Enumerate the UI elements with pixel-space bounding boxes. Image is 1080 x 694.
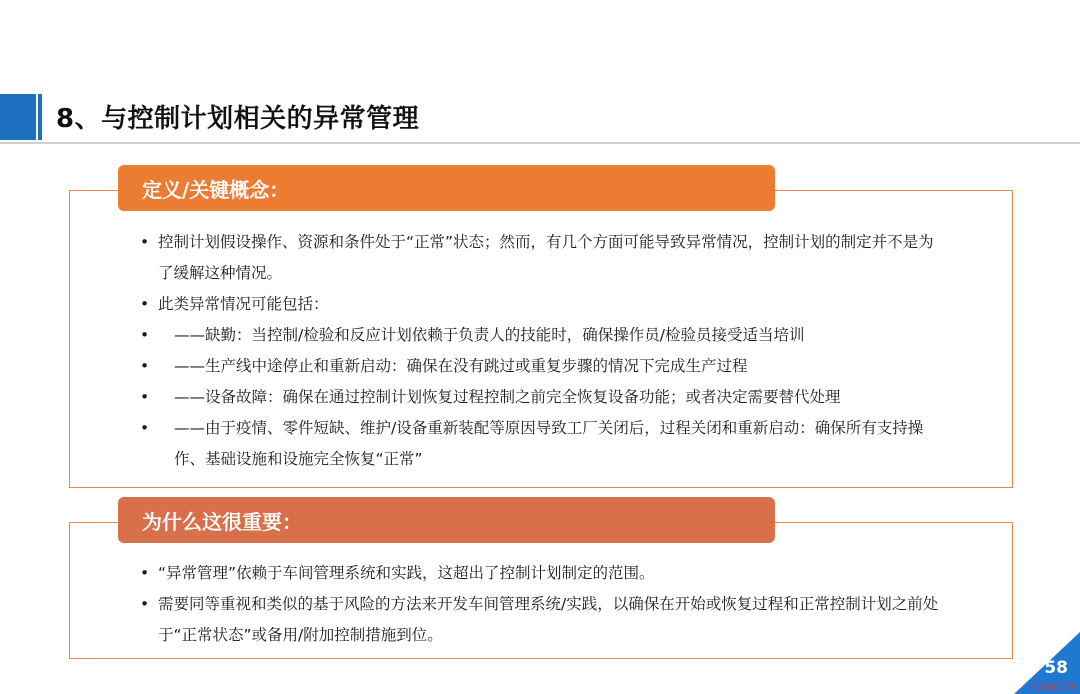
list-item xyxy=(140,382,940,413)
page-number: 58 xyxy=(1044,658,1068,678)
bullet-text: ——生产线中途停止和重新启动：确保在没有跳过或重复步骤的情况下完成生产过程 xyxy=(174,357,748,375)
bullet-marker: • xyxy=(140,295,150,313)
title-accent-block xyxy=(0,94,36,140)
list-item xyxy=(140,227,940,289)
bullet-marker: • xyxy=(140,595,150,613)
bullet-text: 需要同等重视和类似的基于风险的方法来开发车间管理系统/实践，以确保在开始或恢复过程和正常控制计划之前处于“正常状态”或备用/附加控制措施到位。 xyxy=(158,595,939,644)
title-divider xyxy=(0,142,1080,144)
bullet-text: ——设备故障：确保在通过控制计划恢复过程控制之前完全恢复设备功能；或者决定需要替代处理 xyxy=(174,388,841,406)
bullet-text: “异常管理”依赖于车间管理系统和实践，这超出了控制计划制定的范围。 xyxy=(158,564,655,582)
bullet-text: ——缺勤：当控制/检验和反应计划依赖于负责人的技能时，确保操作员/检验员接受适当培训 xyxy=(174,326,805,344)
definition-header: 定义/关键概念： xyxy=(118,165,775,211)
bullet-marker: • xyxy=(140,326,150,344)
title-bar xyxy=(0,94,1080,144)
list-item xyxy=(140,589,940,651)
list-item xyxy=(140,351,940,382)
importance-bullet-list xyxy=(140,558,940,651)
importance-header: 为什么这很重要： xyxy=(118,497,775,543)
bullet-text: 此类异常情况可能包括： xyxy=(158,295,329,313)
slide-title: 8、与控制计划相关的异常管理 xyxy=(56,104,420,134)
list-item xyxy=(140,289,940,320)
bullet-marker: • xyxy=(140,357,150,375)
bullet-marker: • xyxy=(140,419,150,437)
definition-bullet-list xyxy=(140,227,940,475)
list-item xyxy=(140,413,940,475)
bullet-marker: • xyxy=(140,233,150,251)
list-item xyxy=(140,558,940,589)
bullet-text: 控制计划假设操作、资源和条件处于“正常”状态；然而，有几个方面可能导致异常情况，控制计划的制定并不是为了缓解这种情况。 xyxy=(158,233,934,282)
bullet-marker: • xyxy=(140,388,150,406)
watermark: Ctrol.CN xyxy=(1030,682,1076,693)
bullet-text: ——由于疫情、零件短缺、维护/设备重新装配等原因导致工厂关闭后，过程关闭和重新启动：确保所有支持操作、基础设施和设施完全恢复“正常” xyxy=(174,419,924,468)
list-item xyxy=(140,320,940,351)
bullet-marker: • xyxy=(140,564,150,582)
title-accent-stripe xyxy=(38,94,42,140)
